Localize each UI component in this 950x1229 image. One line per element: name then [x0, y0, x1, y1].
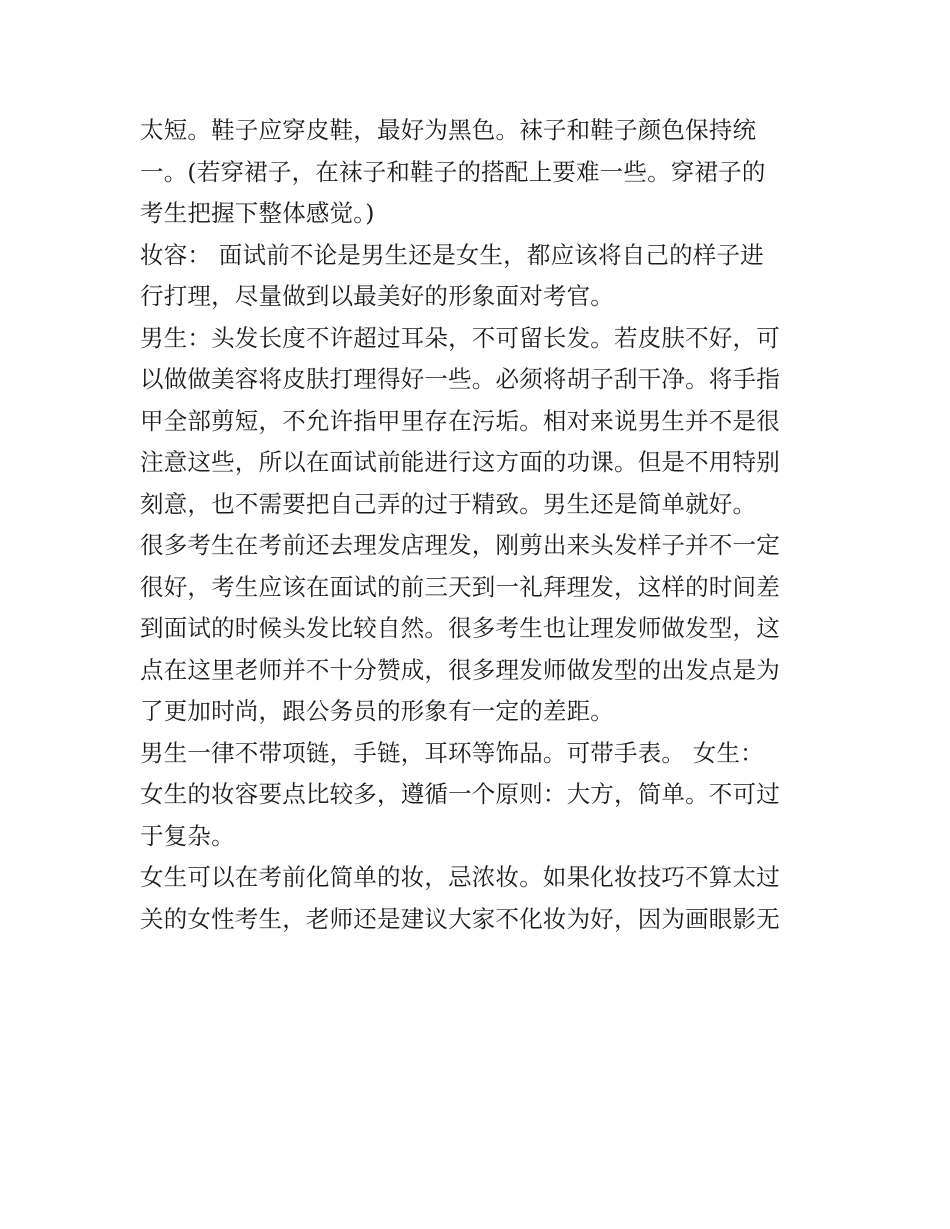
text-line: 考生把握下整体感觉。) [140, 199, 375, 227]
text-line: 关的女性考生，老师还是建议大家不化妆为好，因为画眼影无 [140, 904, 780, 933]
text-line: 于复杂。 [140, 821, 235, 850]
text-line: 点在这里老师并不十分赞成，很多理发师做发型的出发点是为 [140, 655, 780, 684]
text-line: 太短。鞋子应穿皮鞋，最好为黑色。袜子和鞋子颜色保持统 [140, 116, 757, 144]
text-line: 男生：头发长度不许超过耳朵，不可留长发。若皮肤不好，可 [140, 323, 780, 352]
text-line: 女生的妆容要点比较多，遵循一个原则：大方，简单。不可过 [140, 780, 780, 808]
text-line: 女生可以在考前化简单的妆，忌浓妆。如果化妆技巧不算太过 [140, 863, 780, 891]
text-line: 男生一律不带项链，手链，耳环等饰品。可带手表。 女生： [140, 738, 764, 767]
text-line: 行打理，尽量做到以最美好的形象面对考官。 [140, 282, 614, 310]
text-line: 以做做美容将皮肤打理得好一些。必须将胡子刮干净。将手指 [140, 365, 780, 393]
text-line: 了更加时尚，跟公务员的形象有一定的差距。 [140, 697, 614, 725]
text-line: 到面试的时候头发比较自然。很多考生也让理发师做发型，这 [140, 614, 780, 642]
text-line: 很好，考生应该在面试的前三天到一礼拜理发，这样的时间差 [140, 572, 780, 601]
text-line: 甲全部剪短，不允许指甲里存在污垢。相对来说男生并不是很 [140, 406, 780, 435]
text-line: 一。(若穿裙子，在袜子和鞋子的搭配上要难一些。穿裙子的 [140, 157, 766, 186]
text-line: 妆容： 面试前不论是男生还是女生，都应该将自己的样子进 [140, 240, 764, 269]
text-line: 很多考生在考前还去理发店理发，刚剪出来头发样子并不一定 [140, 531, 780, 559]
text-line: 刻意，也不需要把自己弄的过于精致。男生还是简单就好。 [140, 489, 757, 518]
body-text [140, 110, 820, 940]
text-line: 注意这些，所以在面试前能进行这方面的功课。但是不用特别 [140, 448, 780, 476]
